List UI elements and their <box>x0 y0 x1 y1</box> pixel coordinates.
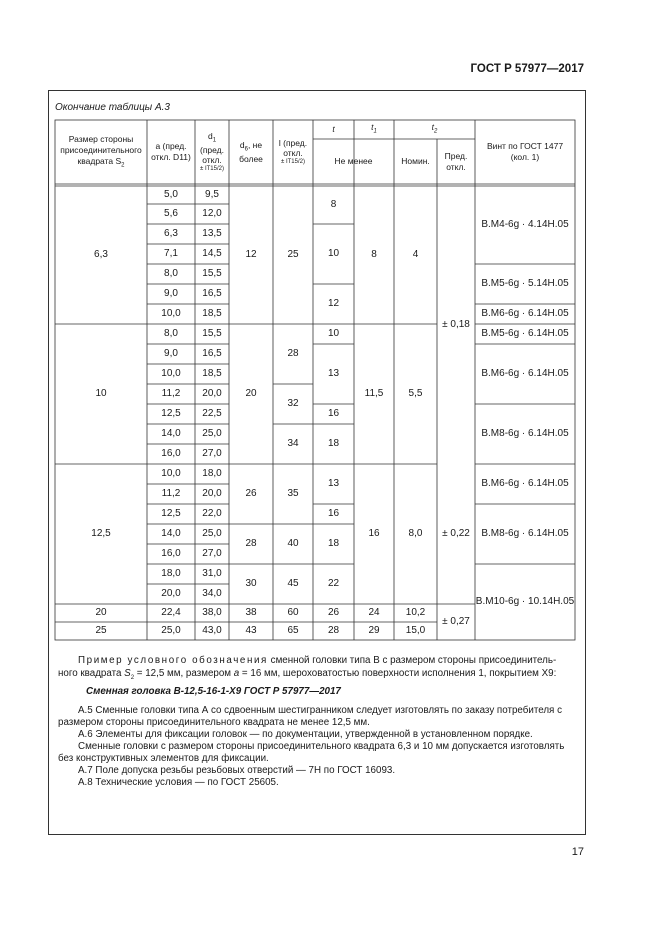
screw-cell: В.М8-6g · 6.14Н.05 <box>481 428 569 439</box>
t-cell: 16 <box>327 508 340 519</box>
screw-cell: В.М5-6g · 5.14Н.05 <box>481 278 569 289</box>
d1-cell: 20,0 <box>202 488 222 499</box>
d1-cell: 43,0 <box>202 625 222 636</box>
l-cell: 35 <box>287 488 299 499</box>
tolerance-cell: ± 0,22 <box>442 528 470 539</box>
s2-cell: 20 <box>95 607 107 618</box>
d1-cell: 31,0 <box>202 568 222 579</box>
a-cell: 14,0 <box>161 428 181 439</box>
d6-cell: 26 <box>245 488 257 499</box>
clause-a8: А.8 Технические условия — по ГОСТ 25605. <box>78 777 279 788</box>
t-cell: 13 <box>327 478 340 489</box>
header-nomin: Номин. <box>401 156 430 167</box>
l-cell: 40 <box>287 538 299 549</box>
screw-cell: В.М6-6g · 6.14Н.05 <box>481 308 569 319</box>
header-a: a (пред. откл. D11) <box>151 141 191 162</box>
d1-cell: 13,5 <box>202 228 222 239</box>
d1-cell: 18,5 <box>202 308 222 319</box>
d1-cell: 18,0 <box>202 468 222 479</box>
d1-cell: 15,5 <box>202 328 222 339</box>
l-cell: 45 <box>287 578 299 589</box>
a-cell: 16,0 <box>161 448 181 459</box>
screw-cell: В.М10-6g · 10.14Н.05 <box>475 596 575 607</box>
a-cell: 5,0 <box>164 189 178 200</box>
a-cell: 9,0 <box>164 288 178 299</box>
t2-nomin-cell: 10,2 <box>405 607 426 618</box>
a-cell: 6,3 <box>164 228 178 239</box>
d1-cell: 25,0 <box>202 528 222 539</box>
a-cell: 9,0 <box>164 348 178 359</box>
d1-cell: 34,0 <box>202 588 222 599</box>
header-s2: Размер стороны присоединительного квадрата $S_2$ <box>60 134 142 169</box>
a-cell: 20,0 <box>161 588 181 599</box>
d6-cell: 20 <box>245 388 257 399</box>
designation-example: Сменная головка В-12,5-16-1-Х9 ГОСТ Р 57977—2017 <box>86 686 341 697</box>
header-not-less: Не менее <box>334 156 373 167</box>
d1-cell: 20,0 <box>202 388 222 399</box>
s2-cell: 12,5 <box>91 528 111 539</box>
d6-cell: 12 <box>245 249 257 260</box>
t1-cell: 24 <box>368 607 380 618</box>
a-cell: 10,0 <box>161 308 181 319</box>
t2-nomin-cell: 8,0 <box>408 528 423 539</box>
a-cell: 16,0 <box>161 548 181 559</box>
clause-a6: А.6 Элементы для фиксации головок — по документации, утвержденной в установленном порядке. <box>78 729 533 740</box>
t1-cell: 11,5 <box>364 388 384 399</box>
t2-nomin-cell: 15,0 <box>405 625 426 636</box>
a-cell: 5,6 <box>164 208 178 219</box>
d1-cell: 9,5 <box>205 189 219 200</box>
table-caption: Окончание таблицы А.3 <box>55 102 170 113</box>
screw-cell: В.М5-6g · 6.14Н.05 <box>481 328 569 339</box>
l-cell: 34 <box>287 438 299 449</box>
clause-a5-cont: размером стороны присоединительного квадрата не менее 12,5 мм. <box>58 717 370 728</box>
t-cell: 10 <box>327 328 340 339</box>
d1-cell: 12,0 <box>202 208 222 219</box>
d1-cell: 16,5 <box>202 288 222 299</box>
l-cell: 28 <box>287 348 299 359</box>
a-cell: 8,0 <box>164 328 178 339</box>
header-screw: Винт по ГОСТ 1477 (кол. 1) <box>486 141 564 162</box>
d1-cell: 14,5 <box>202 248 222 259</box>
d6-cell: 30 <box>245 578 257 589</box>
clause-a7: А.7 Поле допуска резьбы резьбовых отверстий — 7Н по ГОСТ 16093. <box>78 765 396 776</box>
screw-cell: В.М6-6g · 6.14Н.05 <box>481 368 569 379</box>
a-cell: 11,2 <box>161 388 181 399</box>
d6-cell: 38 <box>245 607 257 618</box>
t-cell: 28 <box>327 625 340 636</box>
t2-nomin-cell: 4 <box>412 249 419 260</box>
t-cell: 26 <box>327 607 340 618</box>
t-cell: 16 <box>327 408 340 419</box>
a-cell: 14,0 <box>161 528 181 539</box>
t2-nomin-cell: 5,5 <box>408 388 423 399</box>
a-cell: 18,0 <box>161 568 181 579</box>
a-cell: 8,0 <box>164 268 178 279</box>
s2-cell: 25 <box>95 625 107 636</box>
l-cell: 25 <box>287 249 299 260</box>
l-cell: 60 <box>287 607 299 618</box>
screw-cell: В.М8-6g · 6.14Н.05 <box>481 528 569 539</box>
header-t: t <box>332 124 335 135</box>
a-cell: 10,0 <box>161 368 181 379</box>
screw-cell: В.М4-6g · 4.14Н.05 <box>481 219 569 230</box>
t-cell: 8 <box>330 199 337 210</box>
header-t2: $t_2$ <box>431 122 438 136</box>
d1-cell: 38,0 <box>202 607 222 618</box>
d1-cell: 15,5 <box>202 268 222 279</box>
header-pred: Пред. откл. <box>444 150 468 172</box>
t1-cell: 8 <box>371 249 377 260</box>
s2-cell: 10 <box>95 388 107 399</box>
t-cell: 13 <box>327 368 340 379</box>
a-cell: 10,0 <box>161 468 181 479</box>
header-l: l (пред. откл. ± IT15/2) <box>278 137 308 165</box>
t-cell: 10 <box>327 248 340 259</box>
header-t1: $t_1$ <box>371 122 377 136</box>
header-d6: $d_6$, не более <box>239 139 263 164</box>
d6-cell: 28 <box>245 538 257 549</box>
a-cell: 7,1 <box>164 248 178 259</box>
tolerance-cell: ± 0,18 <box>442 319 470 330</box>
screw-cell: В.М6-6g · 6.14Н.05 <box>481 478 569 489</box>
a-cell: 12,5 <box>161 508 181 519</box>
clause-a6-extra-cont: без конструктивных элементов для фиксации. <box>58 753 269 764</box>
t-cell: 18 <box>327 438 340 449</box>
s2-cell: 6,3 <box>94 249 108 260</box>
a-cell: 11,2 <box>161 488 181 499</box>
d1-cell: 16,5 <box>202 348 222 359</box>
a-cell: 22,4 <box>161 607 181 618</box>
a-cell: 12,5 <box>161 408 181 419</box>
t-cell: 22 <box>327 578 340 589</box>
clause-a6-extra: Сменные головки с размером стороны присоединительного квадрата 6,3 и 10 мм допускается изготовлять <box>78 741 565 752</box>
d6-cell: 43 <box>245 625 257 636</box>
d1-cell: 27,0 <box>202 448 222 459</box>
t1-cell: 29 <box>368 625 380 636</box>
example-paragraph-line2: ного квадрата $S_2 = 12,5$ мм, размером a = 16 мм, шероховатостью поверхности исполнения 1, покрытием Х9: <box>58 668 557 681</box>
t-cell: 12 <box>327 298 340 309</box>
a-cell: 25,0 <box>161 625 181 636</box>
clause-a5: А.5 Сменные головки типа А со сдвоенным шестигранником следует изготовлять по заказу потребителя с <box>78 705 562 716</box>
tolerance-cell: ± 0,27 <box>442 616 470 627</box>
l-cell: 32 <box>287 398 299 409</box>
t1-cell: 16 <box>368 528 380 539</box>
d1-cell: 27,0 <box>202 548 222 559</box>
page-number: 17 <box>571 846 584 858</box>
document-code: ГОСТ Р 57977—2017 <box>470 63 584 75</box>
d1-cell: 18,5 <box>202 368 222 379</box>
d1-cell: 22,0 <box>202 508 222 519</box>
d1-cell: 25,0 <box>202 428 222 439</box>
d1-cell: 22,5 <box>202 408 222 419</box>
l-cell: 65 <box>287 625 299 636</box>
t-cell: 18 <box>327 538 340 549</box>
example-paragraph: Пример условного обозначения сменной головки типа В с размером стороны присоединитель- <box>78 655 557 666</box>
header-d1: $d_1$ (пред. откл. ± IT15/2) <box>199 130 225 172</box>
